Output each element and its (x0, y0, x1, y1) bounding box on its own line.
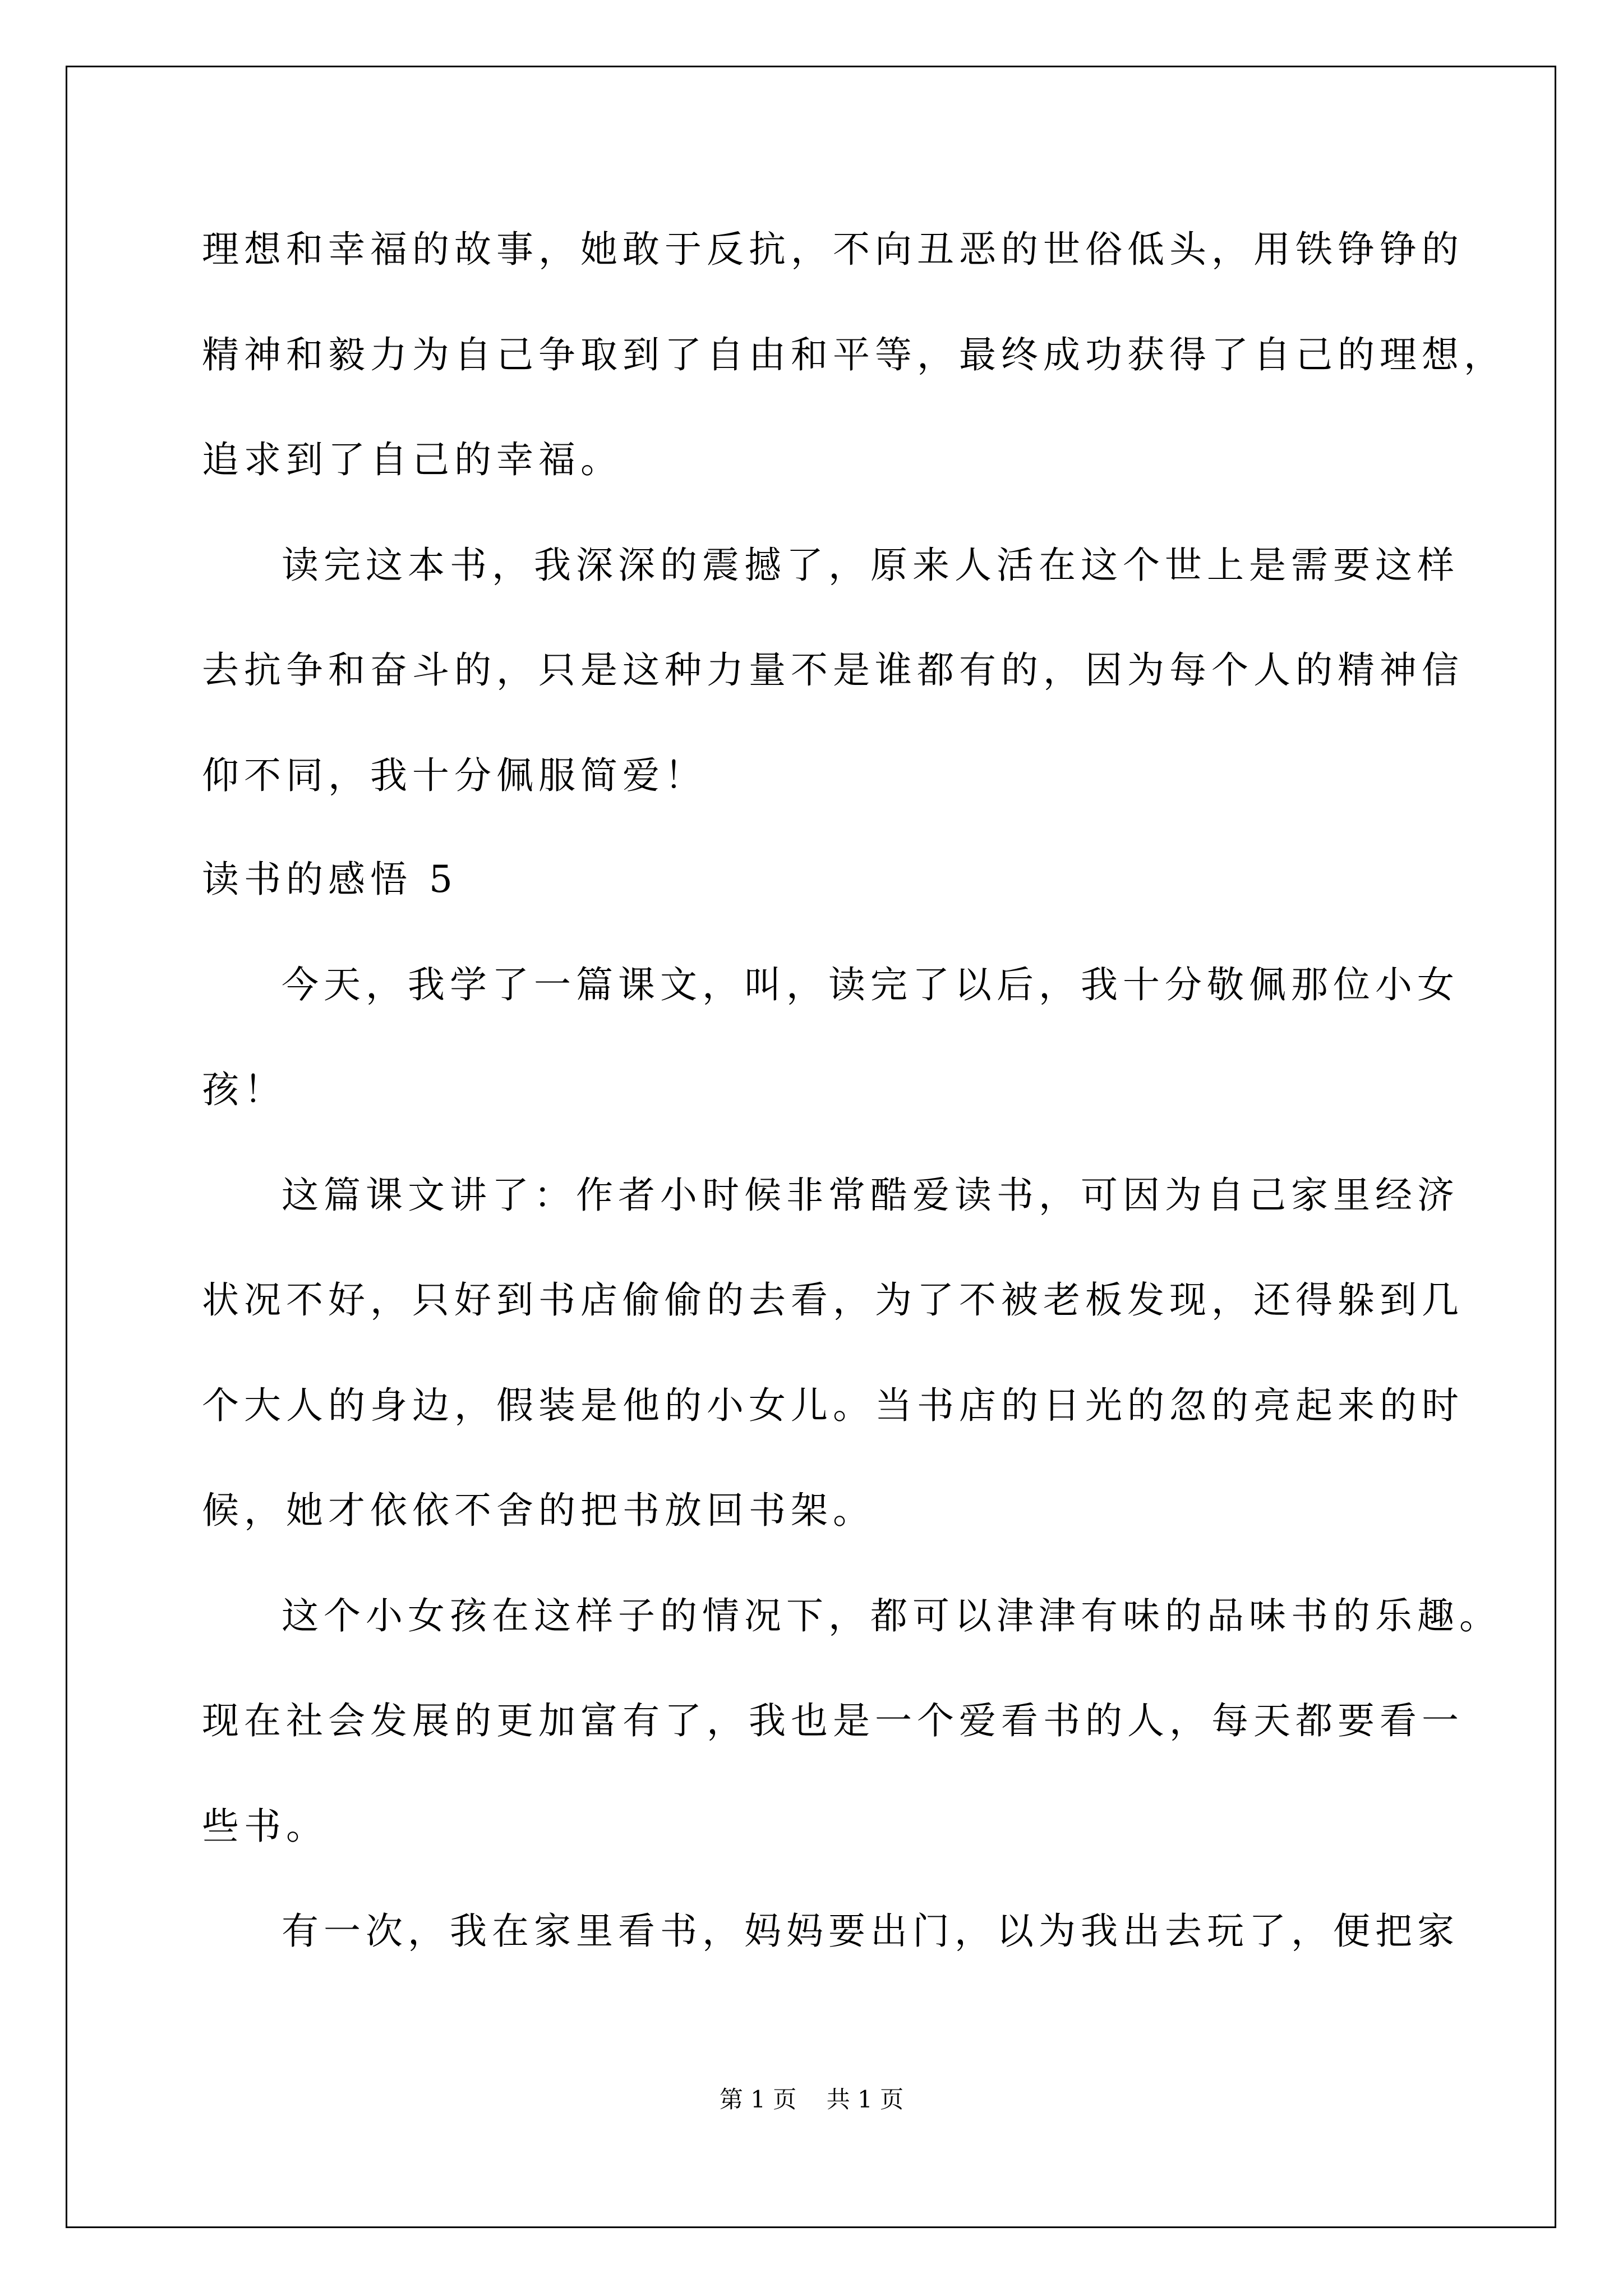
section-heading: 读书的感悟 5 (202, 858, 458, 901)
paragraph-first-line: 有一次，我在家里看书，妈妈要出门，以为我出去玩了，便把家 (282, 1910, 1459, 1953)
body-text-line: 追求到了自己的幸福。 (202, 438, 623, 481)
paragraph-first-line: 今天，我学了一篇课文，叫，读完了以后，我十分敬佩那位小女 (282, 963, 1459, 1006)
body-text-line: 候，她才依依不舍的把书放回书架。 (202, 1489, 875, 1532)
paragraph-first-line: 这篇课文讲了：作者小时候非常酷爱读书，可因为自己家里经济 (282, 1174, 1459, 1217)
paragraph-first-line: 读完这本书，我深深的震撼了，原来人活在这个世上是需要这样 (282, 544, 1459, 587)
page-number-footer: 第 1 页 共 1 页 (719, 2086, 904, 2113)
body-text-line: 理想和幸福的故事，她敢于反抗，不向丑恶的世俗低头，用铁铮铮的 (202, 228, 1464, 271)
body-text-line: 精神和毅力为自己争取到了自由和平等，最终成功获得了自己的理想， (202, 333, 1506, 376)
body-text-line: 孩！ (202, 1068, 286, 1111)
body-text-line: 些书。 (202, 1805, 328, 1848)
body-text-line: 现在社会发展的更加富有了，我也是一个爱看书的人，每天都要看一 (202, 1699, 1464, 1742)
body-text-line: 去抗争和奋斗的，只是这种力量不是谁都有的，因为每个人的精神信 (202, 648, 1464, 692)
body-text-line: 仰不同，我十分佩服简爱！ (202, 754, 707, 797)
body-text-line: 个大人的身边，假装是他的小女儿。当书店的日光的忽的亮起来的时 (202, 1384, 1464, 1427)
body-text-line: 状况不好，只好到书店偷偷的去看，为了不被老板发现，还得躲到几 (202, 1278, 1464, 1322)
paragraph-first-line: 这个小女孩在这样子的情况下，都可以津津有味的品味书的乐趣。 (282, 1594, 1501, 1637)
